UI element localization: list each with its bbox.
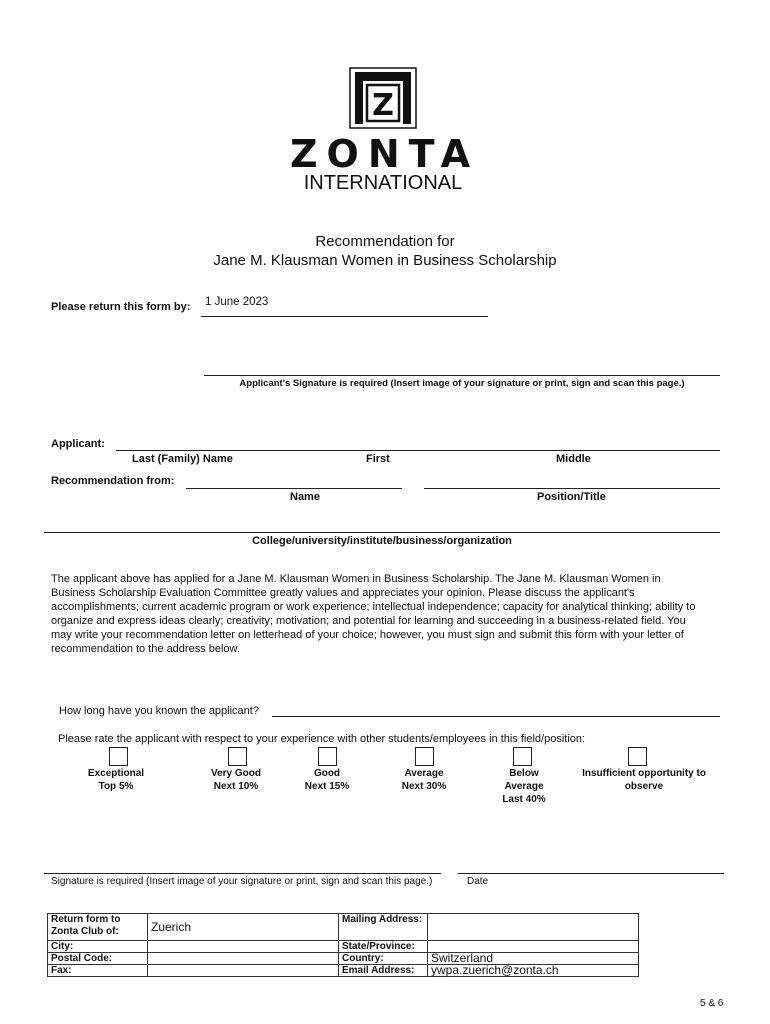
- return-by-label: Please return this form by:: [51, 301, 191, 313]
- return-by-date-field[interactable]: 1 June 2023: [205, 296, 269, 308]
- page-number: 5 & 6: [700, 998, 724, 1009]
- mailing-address-label: Mailing Address:: [339, 914, 428, 941]
- rating-average-label: Average Next 30%: [401, 768, 447, 792]
- rating-very-good-label: Very Good Next 10%: [210, 768, 261, 792]
- country-field[interactable]: Switzerland: [428, 953, 639, 965]
- form-title-line2: Jane M. Klausman Women in Business Scholarship: [213, 252, 557, 269]
- middle-name-label: Middle: [556, 453, 591, 465]
- recommender-position-field[interactable]: [424, 488, 720, 489]
- rating-exceptional-checkbox[interactable]: [109, 747, 128, 766]
- postal-code-field[interactable]: [148, 953, 339, 965]
- rating-insufficient-label: Insufficient opportunity to observe: [582, 768, 706, 792]
- recommender-name-field[interactable]: [186, 488, 402, 489]
- last-name-label: Last (Family) Name: [132, 453, 233, 465]
- recommender-position-label: Position/Title: [537, 491, 606, 503]
- fax-label: Fax:: [48, 965, 148, 977]
- recommendation-from-label: Recommendation from:: [51, 475, 175, 487]
- zonta-logo-icon: [349, 67, 417, 129]
- postal-code-label: Postal Code:: [48, 953, 148, 965]
- club-name-field[interactable]: Zuerich: [148, 914, 339, 941]
- rating-below-average-checkbox[interactable]: [513, 747, 532, 766]
- rating-good-label: Good Next 15%: [304, 768, 350, 792]
- applicant-label: Applicant:: [51, 438, 105, 450]
- applicant-name-field[interactable]: [116, 450, 720, 451]
- logo-subtitle: INTERNATIONAL: [303, 172, 463, 194]
- svg-text:Z: Z: [372, 88, 394, 123]
- return-address-table: [47, 913, 639, 977]
- fax-field[interactable]: [148, 965, 339, 977]
- rating-average-checkbox[interactable]: [415, 747, 434, 766]
- rating-below-average-label: Below Average Last 40%: [502, 768, 546, 805]
- rating-exceptional-label: Exceptional Top 5%: [87, 768, 145, 792]
- rating-insufficient-checkbox[interactable]: [628, 747, 647, 766]
- rating-good-checkbox[interactable]: [318, 747, 337, 766]
- recommender-signature-line[interactable]: [44, 873, 441, 874]
- country-label: Country:: [339, 953, 428, 965]
- instructions-paragraph: The applicant above has applied for a Jane M. Klausman Women in Business Scholarship. The Jane M. Klausman Women in Business Scholarship Evaluation Committee greatly values and appreciates your opinion. Please discuss the applicant's accomplishments; current academic program or work experience; intellectual independence; capacity for analytical thinking; ability to organize and express ideas clearly; creativity; motivation; and potential for learning and succeeding in a business-related field. You may write your recommendation letter on letterhead of your choice; however, you must sign and submit this form with your letter of recommendation to the address below.: [51, 573, 696, 655]
- mailing-address-field[interactable]: [428, 914, 639, 941]
- logo-wordmark: ZONTA: [290, 132, 480, 176]
- date-label: Date: [467, 876, 489, 887]
- organization-field[interactable]: [44, 532, 720, 533]
- email-field[interactable]: ywpa.zuerich@zonta.ch: [428, 965, 639, 977]
- applicant-signature-note: Applicant's Signature is required (Insert image of your signature or print, sign and scan this page.): [239, 378, 685, 389]
- known-question-label: How long have you known the applicant?: [59, 705, 259, 717]
- organization-label: College/university/institute/business/organization: [252, 535, 512, 547]
- first-name-label: First: [366, 453, 390, 465]
- city-label: City:: [48, 941, 148, 953]
- applicant-signature-line[interactable]: [204, 375, 720, 376]
- return-to-label: Return form to Zonta Club of:: [48, 914, 148, 941]
- email-label: Email Address:: [339, 965, 428, 977]
- recommender-signature-note: Signature is required (Insert image of your signature or print, sign and scan this page.): [51, 876, 433, 887]
- form-title-line1: Recommendation for: [315, 233, 455, 250]
- rating-prompt: Please rate the applicant with respect to your experience with other students/employees in this field/position:: [58, 733, 586, 745]
- state-label: State/Province:: [339, 941, 428, 953]
- recommender-name-label: Name: [290, 491, 320, 503]
- rating-very-good-checkbox[interactable]: [228, 747, 247, 766]
- date-line[interactable]: [458, 873, 724, 874]
- known-duration-field[interactable]: [272, 716, 720, 717]
- return-by-underline: [201, 316, 488, 317]
- city-field[interactable]: [148, 941, 339, 953]
